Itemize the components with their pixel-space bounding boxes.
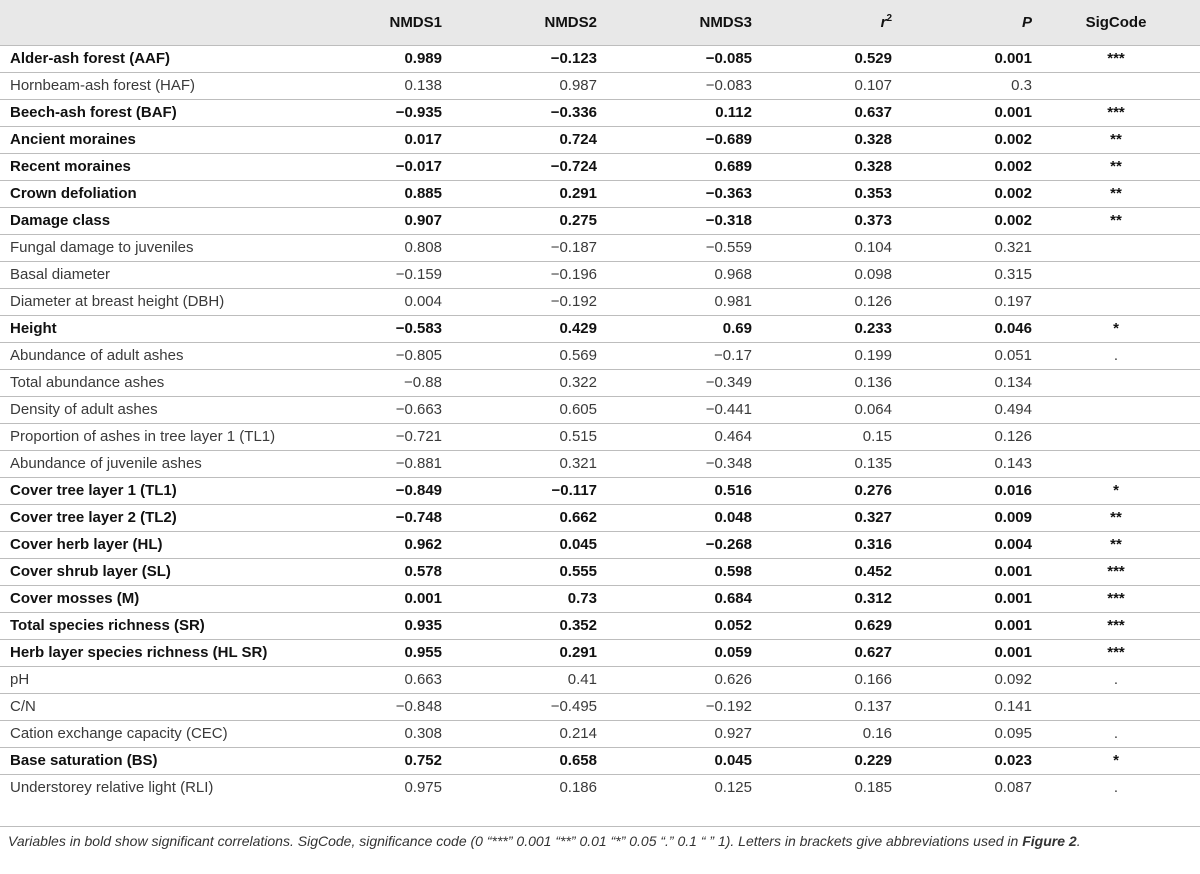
cell-nmds2: 0.045: [442, 531, 597, 558]
cell-variable: Cover shrub layer (SL): [0, 558, 300, 585]
cell-nmds1: 0.308: [300, 720, 442, 747]
header-r2: [752, 0, 892, 45]
cell-nmds3: −0.689: [597, 126, 752, 153]
cell-nmds3: −0.348: [597, 450, 752, 477]
cell-r2: 0.15: [752, 423, 892, 450]
header-nmds1: NMDS1: [300, 0, 442, 45]
cell-sigcode: [1032, 72, 1200, 99]
cell-sigcode: **: [1032, 207, 1200, 234]
cell-sigcode: .: [1032, 720, 1200, 747]
cell-nmds1: −0.583: [300, 315, 442, 342]
cell-nmds2: −0.123: [442, 45, 597, 72]
table-row: [0, 423, 1200, 450]
cell-nmds1: 0.138: [300, 72, 442, 99]
cell-nmds2: 0.569: [442, 342, 597, 369]
cell-nmds3: −0.441: [597, 396, 752, 423]
cell-nmds2: 0.429: [442, 315, 597, 342]
cell-nmds2: 0.322: [442, 369, 597, 396]
header-r2-sup: 2: [886, 12, 892, 24]
cell-r2: 0.316: [752, 531, 892, 558]
header-r2-base: r: [880, 13, 887, 31]
cell-sigcode: .: [1032, 774, 1200, 801]
cell-nmds2: 0.214: [442, 720, 597, 747]
table-header-row: [0, 0, 1200, 45]
table-row: [0, 558, 1200, 585]
cell-r2: 0.136: [752, 369, 892, 396]
cell-nmds2: 0.291: [442, 180, 597, 207]
cell-sigcode: **: [1032, 531, 1200, 558]
cell-nmds2: 0.275: [442, 207, 597, 234]
table-row: [0, 693, 1200, 720]
cell-sigcode: .: [1032, 342, 1200, 369]
table-row: [0, 180, 1200, 207]
cell-r2: 0.064: [752, 396, 892, 423]
table-row: [0, 585, 1200, 612]
cell-nmds2: 0.658: [442, 747, 597, 774]
cell-variable: Cover herb layer (HL): [0, 531, 300, 558]
cell-p: 0.126: [892, 423, 1032, 450]
table-row: [0, 504, 1200, 531]
cell-p: 0.001: [892, 45, 1032, 72]
cell-r2: 0.327: [752, 504, 892, 531]
cell-p: 0.001: [892, 585, 1032, 612]
cell-nmds2: 0.41: [442, 666, 597, 693]
cell-nmds1: 0.663: [300, 666, 442, 693]
cell-p: 0.023: [892, 747, 1032, 774]
cell-nmds1: 0.975: [300, 774, 442, 801]
cell-nmds3: −0.17: [597, 342, 752, 369]
cell-variable: Fungal damage to juveniles: [0, 234, 300, 261]
cell-nmds1: −0.017: [300, 153, 442, 180]
cell-nmds2: 0.291: [442, 639, 597, 666]
cell-sigcode: [1032, 288, 1200, 315]
header-sigcode: SigCode: [1032, 0, 1200, 45]
cell-nmds2: 0.352: [442, 612, 597, 639]
cell-nmds1: 0.989: [300, 45, 442, 72]
cell-variable: Damage class: [0, 207, 300, 234]
cell-variable: Cover mosses (M): [0, 585, 300, 612]
cell-p: 0.001: [892, 558, 1032, 585]
cell-variable: Density of adult ashes: [0, 396, 300, 423]
cell-variable: Basal diameter: [0, 261, 300, 288]
cell-p: 0.002: [892, 207, 1032, 234]
cell-nmds2: 0.724: [442, 126, 597, 153]
cell-nmds3: −0.083: [597, 72, 752, 99]
cell-p: 0.001: [892, 99, 1032, 126]
cell-p: 0.095: [892, 720, 1032, 747]
header-nmds2: NMDS2: [442, 0, 597, 45]
cell-r2: 0.629: [752, 612, 892, 639]
cell-r2: 0.199: [752, 342, 892, 369]
table-row: [0, 747, 1200, 774]
cell-p: 0.009: [892, 504, 1032, 531]
cell-variable: Alder-ash forest (AAF): [0, 45, 300, 72]
cell-nmds3: 0.052: [597, 612, 752, 639]
cell-variable: Beech-ash forest (BAF): [0, 99, 300, 126]
cell-r2: 0.312: [752, 585, 892, 612]
cell-nmds1: 0.955: [300, 639, 442, 666]
cell-p: 0.087: [892, 774, 1032, 801]
table-row: [0, 288, 1200, 315]
cell-p: 0.001: [892, 612, 1032, 639]
table-body: [0, 45, 1200, 801]
cell-nmds2: −0.192: [442, 288, 597, 315]
footnote-figure-ref: Figure 2: [1022, 833, 1077, 849]
cell-nmds1: 0.808: [300, 234, 442, 261]
table-row: [0, 342, 1200, 369]
cell-p: 0.002: [892, 180, 1032, 207]
cell-nmds3: 0.045: [597, 747, 752, 774]
cell-sigcode: ***: [1032, 99, 1200, 126]
cell-nmds3: −0.559: [597, 234, 752, 261]
footnote-end: .: [1076, 833, 1081, 849]
cell-p: 0.315: [892, 261, 1032, 288]
cell-sigcode: [1032, 396, 1200, 423]
cell-nmds3: 0.927: [597, 720, 752, 747]
table-row: [0, 531, 1200, 558]
cell-sigcode: [1032, 369, 1200, 396]
cell-sigcode: *: [1032, 315, 1200, 342]
cell-nmds3: −0.268: [597, 531, 752, 558]
cell-nmds3: 0.464: [597, 423, 752, 450]
cell-p: 0.321: [892, 234, 1032, 261]
cell-variable: pH: [0, 666, 300, 693]
cell-sigcode: [1032, 423, 1200, 450]
table-row: [0, 477, 1200, 504]
cell-nmds2: −0.724: [442, 153, 597, 180]
cell-variable: Abundance of adult ashes: [0, 342, 300, 369]
cell-variable: Cover tree layer 2 (TL2): [0, 504, 300, 531]
table-footnote: [0, 826, 1200, 851]
table-row: [0, 666, 1200, 693]
cell-variable: Base saturation (BS): [0, 747, 300, 774]
table-row: [0, 153, 1200, 180]
cell-sigcode: **: [1032, 126, 1200, 153]
cell-nmds2: 0.186: [442, 774, 597, 801]
cell-p: 0.016: [892, 477, 1032, 504]
cell-nmds1: 0.935: [300, 612, 442, 639]
cell-r2: 0.373: [752, 207, 892, 234]
table-row: [0, 639, 1200, 666]
cell-p: 0.143: [892, 450, 1032, 477]
cell-nmds3: 0.684: [597, 585, 752, 612]
table-row: [0, 207, 1200, 234]
cell-nmds1: 0.017: [300, 126, 442, 153]
cell-nmds3: 0.516: [597, 477, 752, 504]
table-row: [0, 450, 1200, 477]
cell-nmds3: −0.363: [597, 180, 752, 207]
table-row: [0, 234, 1200, 261]
cell-nmds1: −0.663: [300, 396, 442, 423]
cell-nmds3: 0.981: [597, 288, 752, 315]
cell-nmds1: 0.962: [300, 531, 442, 558]
cell-sigcode: ***: [1032, 585, 1200, 612]
cell-r2: 0.529: [752, 45, 892, 72]
cell-nmds2: 0.605: [442, 396, 597, 423]
cell-r2: 0.107: [752, 72, 892, 99]
cell-nmds2: 0.555: [442, 558, 597, 585]
cell-p: 0.141: [892, 693, 1032, 720]
footnote-text: Variables in bold show significant correlations. SigCode, significance code (0 “***” 0.001 “**” 0.01 “*” 0.05 “.” 0.1 “ ” 1). Letters in brackets give abbreviations used in: [8, 833, 1023, 849]
cell-sigcode: [1032, 261, 1200, 288]
cell-nmds2: 0.321: [442, 450, 597, 477]
header-nmds3: NMDS3: [597, 0, 752, 45]
cell-p: 0.051: [892, 342, 1032, 369]
cell-variable: Total abundance ashes: [0, 369, 300, 396]
table-row: [0, 45, 1200, 72]
cell-p: 0.134: [892, 369, 1032, 396]
cell-r2: 0.627: [752, 639, 892, 666]
cell-variable: Crown defoliation: [0, 180, 300, 207]
cell-nmds1: 0.004: [300, 288, 442, 315]
cell-variable: Cation exchange capacity (CEC): [0, 720, 300, 747]
table-row: [0, 612, 1200, 639]
cell-r2: 0.233: [752, 315, 892, 342]
cell-p: 0.3: [892, 72, 1032, 99]
cell-nmds3: 0.598: [597, 558, 752, 585]
cell-nmds1: −0.805: [300, 342, 442, 369]
cell-p: 0.092: [892, 666, 1032, 693]
cell-nmds2: 0.515: [442, 423, 597, 450]
cell-nmds3: 0.112: [597, 99, 752, 126]
header-variable: [0, 0, 300, 45]
cell-nmds1: −0.848: [300, 693, 442, 720]
cell-sigcode: ***: [1032, 612, 1200, 639]
table-row: [0, 126, 1200, 153]
cell-nmds2: −0.495: [442, 693, 597, 720]
cell-r2: 0.098: [752, 261, 892, 288]
cell-nmds1: 0.752: [300, 747, 442, 774]
cell-r2: 0.353: [752, 180, 892, 207]
cell-r2: 0.229: [752, 747, 892, 774]
table-row: [0, 720, 1200, 747]
cell-sigcode: [1032, 693, 1200, 720]
cell-sigcode: [1032, 234, 1200, 261]
cell-nmds1: −0.88: [300, 369, 442, 396]
cell-nmds1: −0.935: [300, 99, 442, 126]
cell-p: 0.046: [892, 315, 1032, 342]
cell-nmds1: 0.001: [300, 585, 442, 612]
cell-variable: Understorey relative light (RLI): [0, 774, 300, 801]
cell-variable: Herb layer species richness (HL SR): [0, 639, 300, 666]
cell-nmds3: −0.318: [597, 207, 752, 234]
table-row: [0, 315, 1200, 342]
table-row: [0, 99, 1200, 126]
table-row: [0, 72, 1200, 99]
header-p: P: [892, 0, 1032, 45]
cell-r2: 0.452: [752, 558, 892, 585]
cell-nmds1: 0.885: [300, 180, 442, 207]
cell-sigcode: *: [1032, 747, 1200, 774]
cell-sigcode: **: [1032, 180, 1200, 207]
table-row: [0, 261, 1200, 288]
cell-sigcode: *: [1032, 477, 1200, 504]
cell-p: 0.004: [892, 531, 1032, 558]
cell-sigcode: ***: [1032, 45, 1200, 72]
cell-nmds1: −0.748: [300, 504, 442, 531]
cell-nmds3: 0.968: [597, 261, 752, 288]
cell-sigcode: .: [1032, 666, 1200, 693]
cell-variable: Height: [0, 315, 300, 342]
cell-sigcode: [1032, 450, 1200, 477]
cell-r2: 0.135: [752, 450, 892, 477]
cell-nmds3: 0.125: [597, 774, 752, 801]
cell-p: 0.494: [892, 396, 1032, 423]
cell-p: 0.002: [892, 153, 1032, 180]
cell-r2: 0.166: [752, 666, 892, 693]
cell-variable: Ancient moraines: [0, 126, 300, 153]
cell-nmds1: −0.159: [300, 261, 442, 288]
cell-nmds3: −0.085: [597, 45, 752, 72]
cell-nmds3: −0.192: [597, 693, 752, 720]
cell-sigcode: **: [1032, 153, 1200, 180]
cell-variable: Diameter at breast height (DBH): [0, 288, 300, 315]
cell-sigcode: ***: [1032, 639, 1200, 666]
cell-nmds1: 0.907: [300, 207, 442, 234]
table-row: [0, 369, 1200, 396]
cell-variable: Cover tree layer 1 (TL1): [0, 477, 300, 504]
cell-p: 0.001: [892, 639, 1032, 666]
cell-nmds2: −0.196: [442, 261, 597, 288]
cell-nmds2: 0.662: [442, 504, 597, 531]
cell-p: 0.197: [892, 288, 1032, 315]
cell-r2: 0.16: [752, 720, 892, 747]
cell-r2: 0.328: [752, 126, 892, 153]
cell-nmds3: 0.689: [597, 153, 752, 180]
cell-nmds3: 0.69: [597, 315, 752, 342]
cell-r2: 0.185: [752, 774, 892, 801]
cell-variable: C/N: [0, 693, 300, 720]
table-row: [0, 396, 1200, 423]
cell-nmds1: −0.881: [300, 450, 442, 477]
cell-nmds3: 0.048: [597, 504, 752, 531]
table-row: [0, 774, 1200, 801]
cell-variable: Hornbeam-ash forest (HAF): [0, 72, 300, 99]
cell-nmds2: −0.336: [442, 99, 597, 126]
cell-variable: Abundance of juvenile ashes: [0, 450, 300, 477]
cell-r2: 0.276: [752, 477, 892, 504]
cell-nmds2: −0.117: [442, 477, 597, 504]
cell-nmds2: 0.73: [442, 585, 597, 612]
cell-variable: Proportion of ashes in tree layer 1 (TL1): [0, 423, 300, 450]
cell-r2: 0.104: [752, 234, 892, 261]
cell-r2: 0.328: [752, 153, 892, 180]
cell-r2: 0.637: [752, 99, 892, 126]
cell-nmds3: 0.059: [597, 639, 752, 666]
cell-nmds1: −0.721: [300, 423, 442, 450]
cell-nmds3: 0.626: [597, 666, 752, 693]
cell-sigcode: ***: [1032, 558, 1200, 585]
cell-nmds2: 0.987: [442, 72, 597, 99]
cell-nmds3: −0.349: [597, 369, 752, 396]
cell-variable: Recent moraines: [0, 153, 300, 180]
cell-p: 0.002: [892, 126, 1032, 153]
cell-nmds2: −0.187: [442, 234, 597, 261]
cell-r2: 0.126: [752, 288, 892, 315]
cell-r2: 0.137: [752, 693, 892, 720]
cell-nmds1: 0.578: [300, 558, 442, 585]
cell-nmds1: −0.849: [300, 477, 442, 504]
cell-sigcode: **: [1032, 504, 1200, 531]
cell-variable: Total species richness (SR): [0, 612, 300, 639]
